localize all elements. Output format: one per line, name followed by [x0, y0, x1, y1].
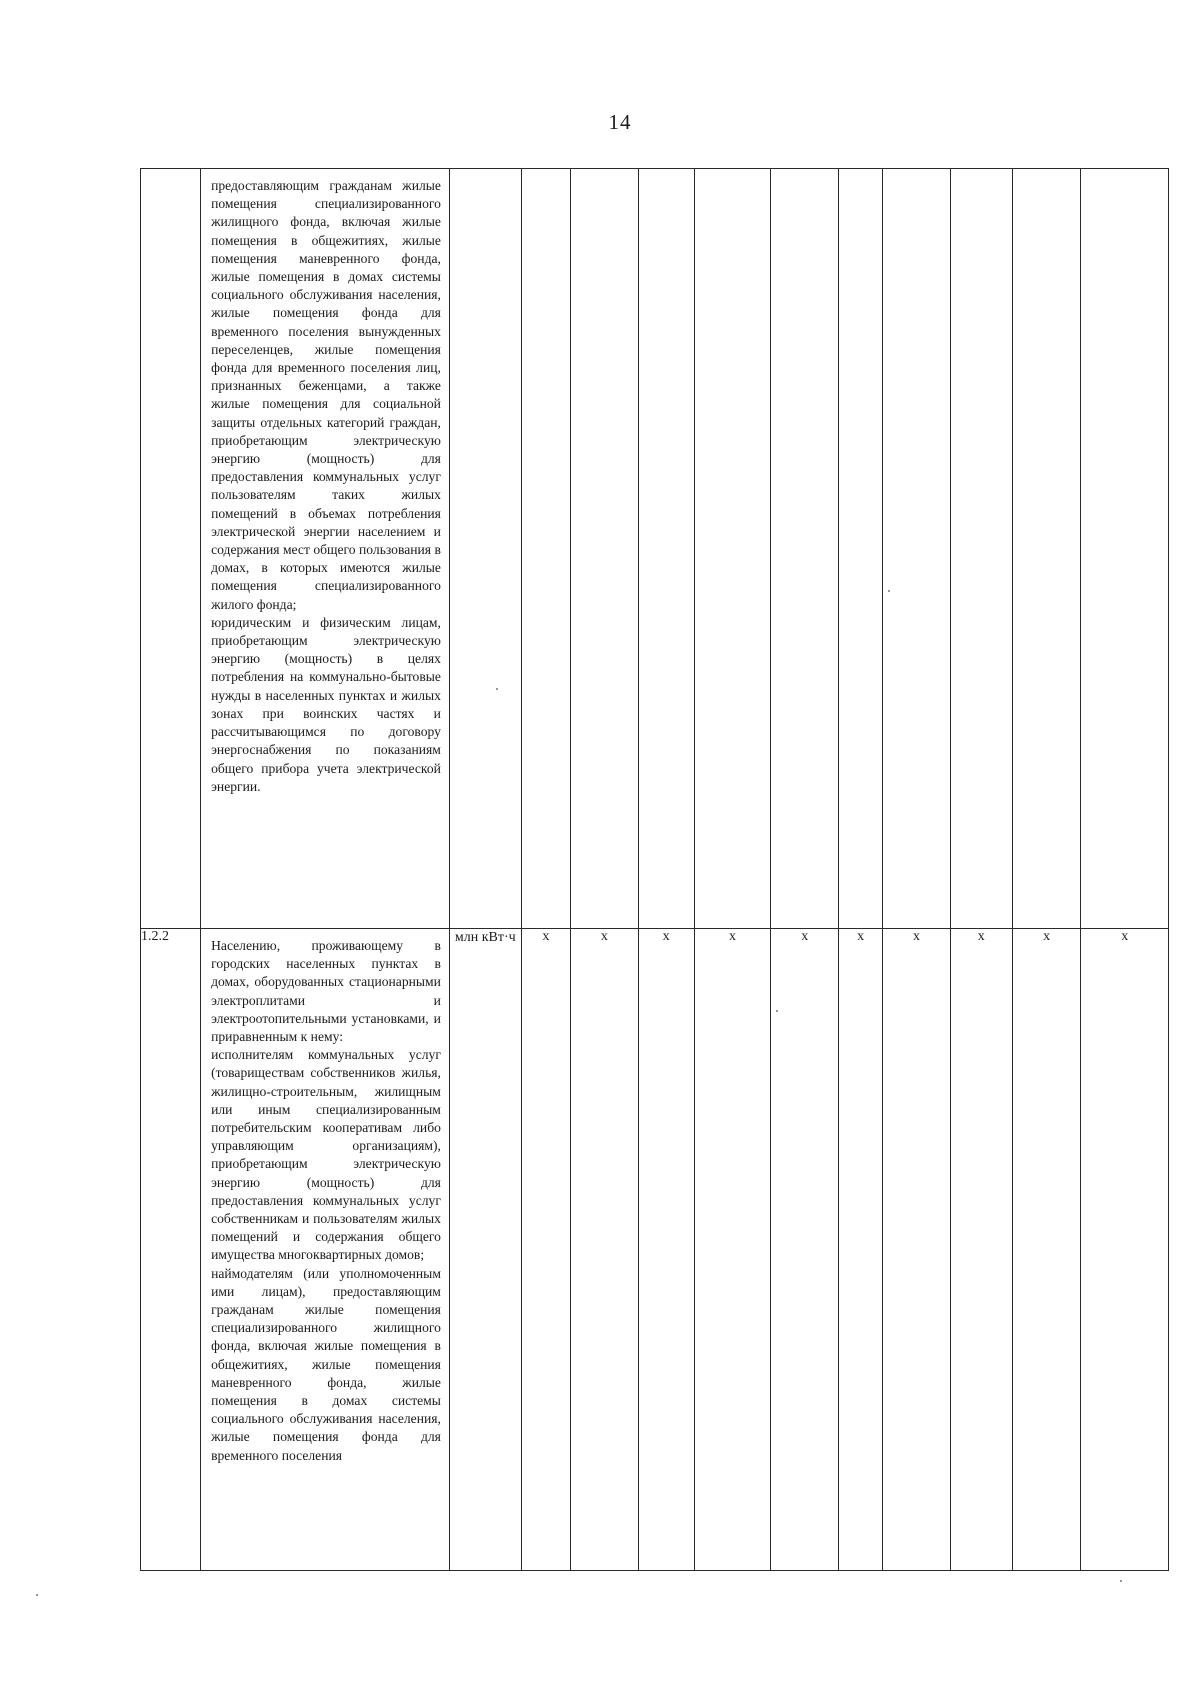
row-description: предоставляющим гражданам жилые помещения специализированного жилищного фонда, включая жилые помещения в общежитиях, жилые помещения маневренного фонда, жилые помещения в домах системы социального обслуживания населения, жилые помещения фонда для временного поселения вынужденных переселенцев, жилые помещения фонда для временного поселения лиц, признанных беженцами, а также жилые помещения для социальной защиты отдельных категорий граждан, приобретающим электрическую энергию (мощность) для предоставления коммунальных услуг пользователям таких жилых помещений в объемах потребления электрической энергии населением и содержания мест общего пользования в домах, в которых имеются жилые помещения специализированного жилого фонда; юридическим и физическим лицам, приобретающим электрическую энергию (мощность) в целях потребления на коммунально-бытовые нужды в населенных пунктах и жилых зонах при воинских частях и рассчитывающимся по договору энергоснабжения по показаниям общего прибора учета электрической энергии.: [211, 178, 441, 794]
table-row: [141, 929, 1169, 1571]
value-cell: [571, 169, 638, 929]
table-row: [141, 169, 1169, 929]
value-cell: [771, 169, 838, 929]
value-cell: х: [638, 929, 694, 1571]
value-cell: х: [771, 929, 838, 1571]
tariff-table: [140, 168, 1169, 1571]
value-cell: [950, 169, 1012, 929]
row-number-cell: [141, 169, 201, 929]
value-cell: [694, 169, 771, 929]
value-cell: х: [838, 929, 882, 1571]
description-cell: [201, 929, 450, 1571]
value-cell: х: [1081, 929, 1169, 1571]
value-cell: х: [571, 929, 638, 1571]
value-cell: х: [1012, 929, 1081, 1571]
scan-speck: [1120, 1580, 1122, 1582]
row-number-cell: 1.2.2: [141, 929, 201, 1571]
unit-cell: млн кВт·ч: [449, 929, 521, 1571]
scan-speck: [776, 1010, 778, 1012]
scan-speck: [36, 1594, 38, 1596]
value-cell: х: [950, 929, 1012, 1571]
value-cell: [1012, 169, 1081, 929]
page-number: 14: [608, 110, 632, 134]
scan-speck: [496, 688, 498, 690]
value-cell: [838, 169, 882, 929]
row-description: Населению, проживающему в городских населенных пунктах в домах, оборудованных стационарными электроплитами и электроотопительными установками, и приравненным к нему: исполнителям коммунальных услуг (товариществам собственников жилья, жилищно-строительным, жилищным или иным специализированным потребительским кооперативам либо управляющим организациям), приобретающим электрическую энергию (мощность) для предоставления коммунальных услуг собственникам и пользователям жилых помещений и содержания общего имущества многоквартирных домов; наймодателям (или уполномоченным ими лицам), предоставляющим гражданам жилые помещения специализированного жилищного фонда, включая жилые помещения в общежитиях, жилые помещения маневренного фонда, жилые помещения в домах системы социального обслуживания населения, жилые помещения фонда для временного поселения: [211, 938, 441, 1463]
value-cell: [638, 169, 694, 929]
unit-cell: [449, 169, 521, 929]
description-cell: [201, 169, 450, 929]
value-cell: х: [521, 929, 571, 1571]
value-cell: х: [694, 929, 771, 1571]
scan-speck: [888, 590, 890, 592]
value-cell: х: [883, 929, 950, 1571]
value-cell: [1081, 169, 1169, 929]
value-cell: [521, 169, 571, 929]
value-cell: [883, 169, 950, 929]
